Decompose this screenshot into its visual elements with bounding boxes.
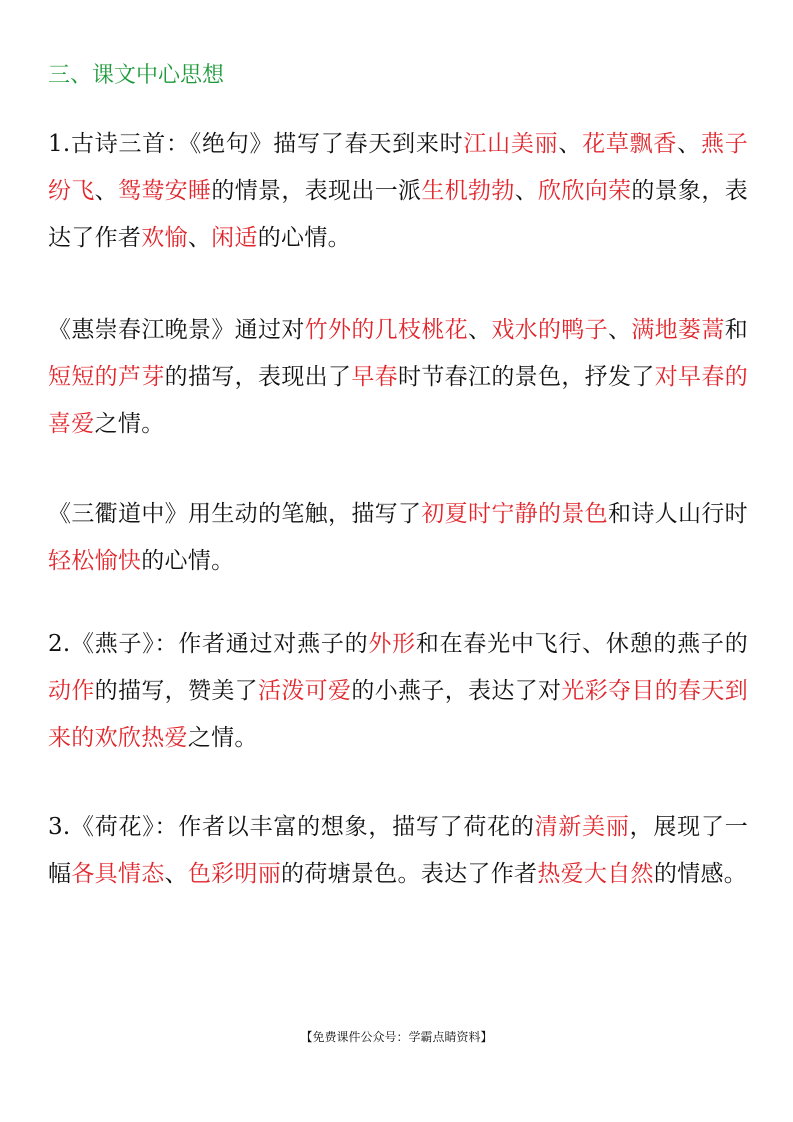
highlighted-phrase: 动作 xyxy=(48,678,95,704)
section-heading: 三、课文中心思想 xyxy=(48,63,225,88)
highlighted-phrase: 欣欣向荣 xyxy=(538,178,632,204)
highlighted-phrase: 早春 xyxy=(351,364,399,390)
text-run: 之情。 xyxy=(187,725,258,751)
highlighted-phrase: 光彩夺目的春天到来的欢欣热爱 xyxy=(48,678,749,751)
paragraph-sanqu-daozhong xyxy=(48,491,748,585)
highlighted-phrase: 满地蒌蒿 xyxy=(631,317,725,343)
highlighted-phrase: 花草飘香 xyxy=(582,131,678,157)
text-run: 《惠崇春江晚景》通过对 xyxy=(48,317,305,343)
highlighted-phrase: 短短的芦芽 xyxy=(48,364,165,390)
highlighted-phrase: 鸳鸯安睡 xyxy=(118,178,212,204)
text-run: 和在春光中飞行、休憩的燕子的 xyxy=(415,631,748,657)
text-run: 1.古诗三首：《绝句》描写了春天到来时 xyxy=(48,131,464,157)
highlighted-phrase: 各具情态 xyxy=(71,861,165,887)
footer-note: 【免费课件公众号：学霸点睛资料】 xyxy=(300,1030,493,1044)
highlighted-phrase: 闲适 xyxy=(211,225,258,251)
text-run: 的情感。 xyxy=(653,861,748,887)
text-run: 、 xyxy=(608,317,632,343)
text-run: 、 xyxy=(164,861,188,887)
highlighted-phrase: 江山美丽 xyxy=(463,131,559,157)
text-run: ，展现了一幅 xyxy=(48,814,748,887)
text-run: 的描写，赞美了 xyxy=(94,678,259,704)
highlighted-phrase: 欢愉 xyxy=(141,225,188,251)
highlighted-phrase: 活泼可爱 xyxy=(258,678,352,704)
text-run: 《三衢道中》用生动的笔触，描写了 xyxy=(48,501,422,527)
text-run: 3.《荷花》：作者以丰富的想象，描写了荷花的 xyxy=(48,814,535,840)
text-run: 、 xyxy=(677,131,701,157)
text-run: 和诗人山行时 xyxy=(608,501,748,527)
highlighted-phrase: 外形 xyxy=(368,631,416,657)
text-run: 的描写，表现出了 xyxy=(164,364,352,390)
highlighted-phrase: 初夏时宁静的景色 xyxy=(421,501,609,527)
text-run: 之情。 xyxy=(94,411,165,437)
paragraph-hehua xyxy=(48,804,748,898)
highlighted-phrase: 戏水的鸭子 xyxy=(491,317,608,343)
highlighted-phrase: 热爱大自然 xyxy=(537,861,654,887)
text-run: 、 xyxy=(514,178,539,204)
text-run: 的心情。 xyxy=(141,548,235,574)
paragraph-huichong xyxy=(48,307,748,448)
highlighted-phrase: 生机勃勃 xyxy=(421,178,515,204)
highlighted-phrase: 燕子纷飞 xyxy=(48,131,748,204)
text-run: 的荷塘景色。表达了作者 xyxy=(281,861,538,887)
highlighted-phrase: 轻松愉快 xyxy=(48,548,142,574)
text-run: 时节春江的景色，抒发了 xyxy=(398,364,655,390)
text-run: 的心情。 xyxy=(257,225,351,251)
text-run: 的景象，表达了作者 xyxy=(48,178,749,251)
paragraph-gushi-sanshou xyxy=(48,121,748,262)
text-run: 、 xyxy=(94,178,119,204)
highlighted-phrase: 色彩明丽 xyxy=(187,861,282,887)
text-run: 、 xyxy=(558,131,583,157)
text-run: 和 xyxy=(724,317,748,343)
highlighted-phrase: 竹外的几枝桃花 xyxy=(304,317,468,343)
highlighted-phrase: 对早春的喜爱 xyxy=(48,364,748,437)
text-run: 、 xyxy=(467,317,492,343)
highlighted-phrase: 清新美丽 xyxy=(534,814,630,840)
text-run: 的情景，表现出一派 xyxy=(211,178,422,204)
paragraph-yanzi xyxy=(48,621,748,762)
text-run: 的小燕子，表达了对 xyxy=(351,678,562,704)
text-run: 、 xyxy=(187,225,212,251)
text-run: 2.《燕子》：作者通过对燕子的 xyxy=(48,631,369,657)
